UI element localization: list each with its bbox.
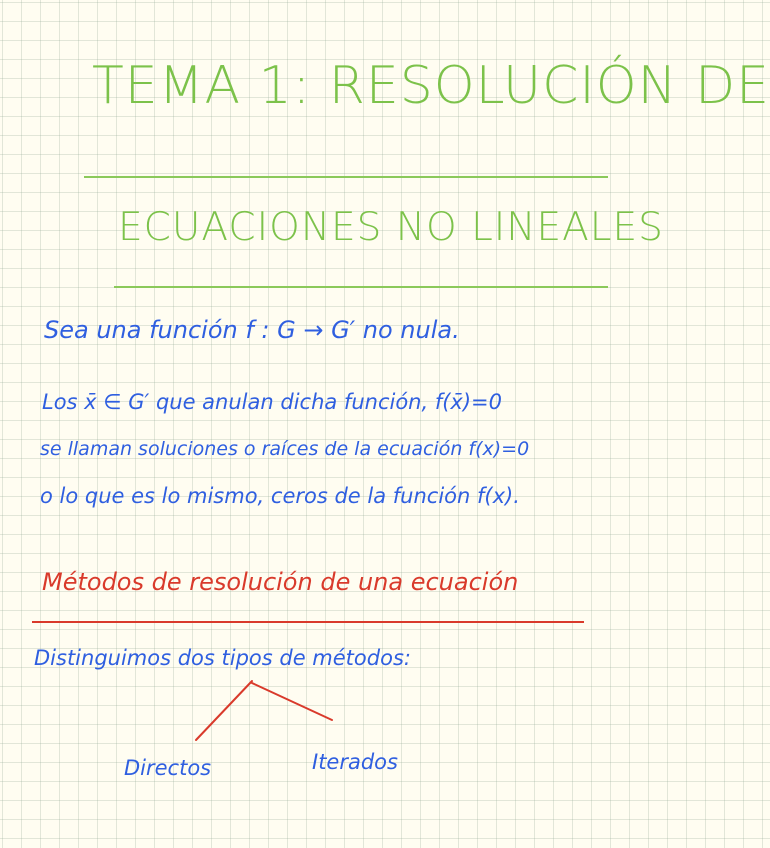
paragraph-line-2: Los x̄ ∈ G′ que anulan dicha función, f(x̄)=0 <box>42 390 502 414</box>
paragraph-line-4: o lo que es lo mismo, ceros de la función f(x). <box>40 484 520 508</box>
branch-line-right <box>252 683 332 720</box>
methods-intro: Distinguimos dos tipos de métodos: <box>34 646 411 670</box>
paragraph-line-3: se llaman soluciones o raíces de la ecuación f(x)=0 <box>40 438 530 460</box>
page-title-line-1: TEMA 1: RESOLUCIÓN DE <box>92 56 770 116</box>
section-heading: Métodos de resolución de una ecuación <box>42 568 519 596</box>
page-title-line-2: ECUACIONES NO LINEALES <box>118 205 664 250</box>
branch-line-left <box>196 681 252 740</box>
branch-label-iterados: Iterados <box>312 750 398 774</box>
paragraph-line-1: Sea una función f : G → G′ no nula. <box>44 316 460 344</box>
branch-label-directos: Directos <box>124 756 212 780</box>
